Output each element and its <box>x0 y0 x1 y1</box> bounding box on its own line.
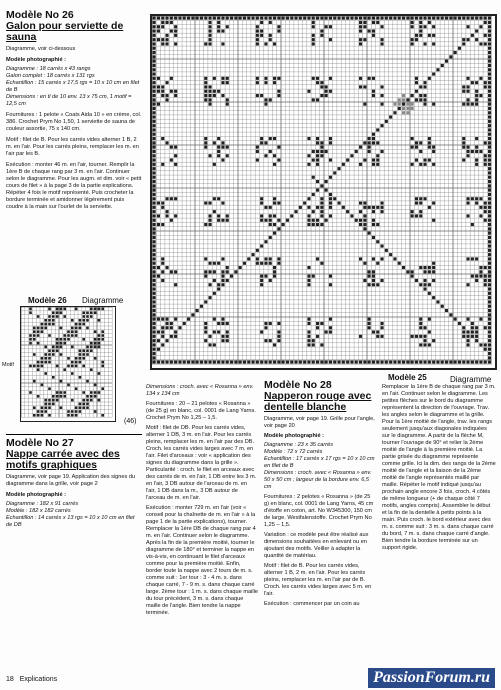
model-26-diagram-word: Diagramme <box>82 296 124 305</box>
model-28-modele: Modèle : 72 x 72 carrés <box>264 449 323 455</box>
model-27-block <box>6 432 142 529</box>
right-column <box>382 384 496 554</box>
model-28-diagramme: Diagramme : 23 x 35 carrés <box>264 442 334 448</box>
page-number: 18 <box>6 676 14 683</box>
section-name: Explications <box>19 676 58 683</box>
motif-marker: Motif <box>2 362 14 368</box>
model-28-variation: Variation : ce modèle peut être réalisé aux dimensions souhaitées en enlevant ou en ajoutant des motifs. Veiller à adapter la quantité de matériau. <box>264 532 369 559</box>
model-26-title: Modèle No 26 <box>6 9 74 21</box>
model-27-diagramme: Diagramme : 182 x 91 carrés <box>6 501 79 507</box>
middle-column <box>146 384 258 619</box>
model-25-grid <box>152 16 495 368</box>
model-28-dimensions: Dimensions : croch. avec « Rosanna » env. 50 x 50 cm ; largeur de la bordure env. 6,5 cm <box>264 470 372 490</box>
model-27-motif: Motif : filet de DB. Pour les carrés vides, alterner 1 DB, 3 m. en l'air. Pour les carrés pleins, remplacer les m. en l'air par des DB. Croch. les carrés vides larges avec 7 m. en l'air. Filet d'arceaux : voir « application des signes du diagramme dans la grille ». Particularité : croch. le filet en arceaux avec des carrés de m. en l'air, 1 DB entre les 3 m. en l'air, 3 DB autour de l'arceau de m. en l'air, 1 DB dans la m., 3 DB autour de l'arceau de m. en l'air. <box>146 425 257 501</box>
model-25-diagram <box>150 14 497 370</box>
model-27-fournitures: Fournitures : 20 – 21 pelotes « Rosanna » (de 25 g) en blanc, col. 0001 de Lang Yarns. Crochet Prym No 1,25 – 1,5. <box>146 401 256 421</box>
model-26-echantillon: Echantillon : 15 carrés x 17,5 rgs = 10 x 10 cm en filet de B <box>6 80 140 93</box>
model-25-title: Modèle 25 <box>388 373 427 382</box>
model-26-diagram <box>20 306 116 422</box>
model-27-execution: Exécution : monter 729 m. en l'air (voir « conseil pour la chaînette de m. en l'air » à la page 1 de la partie explications), tourner. Remplacer la 1ère DB de chaque rang par 4 m. en l'air. Continuer selon le diagramme. Après la fin de la première moitié, tourner le diagramme de 180° et terminer la nappe en vis-à-vis, en continuant le filet d'arceaux comme pour la première moitié. Enfin, border toute la nappe avec 2 tours de m. s. comme suit : 1er tour : 3 - 4 m. s. dans chaque carré, 7 - 9 m. s. dans chaque carré large. 2ème tour : 1 m. s. dans chaque maille du tour précédent, 3 m. s. dans chaque maille de l'angle. Bien tendre la nappe terminée. <box>146 505 258 616</box>
model-27-modele: Modèle : 182 x 182 carrés <box>6 508 71 514</box>
model-26-photo-label: Modèle photographié : <box>6 57 66 63</box>
model-26-diagram-ref: Diagramme, voir ci-dessous <box>6 46 76 52</box>
model-27-subtitle: Nappe carrée avec des motifs graphiques <box>6 448 120 471</box>
model-27-ref: Diagramme, voir page 19. Application des signes du diagramme dans la grille, voir page 2 <box>6 474 136 487</box>
model-27-dimensions: Dimensions : croch. avec « Rosanna » env. 134 x 134 cm <box>146 384 254 397</box>
model-28-block <box>264 380 376 610</box>
model-26-subtitle: Galon pour serviette de sauna <box>6 20 124 43</box>
model-26-dimensions: Dimensions : en tl de 10 env. 13 x 75 cm, 1 motif = 12,5 cm <box>6 94 132 107</box>
model-28-photo-label: Modèle photographié : <box>264 433 324 439</box>
model-27-title: Modèle No 27 <box>6 437 74 449</box>
model-28-motif: Motif : filet de B. Pour les carrés vides, alterner 1 B, 2 m. en l'air. Pour les carrés pleins, remplacer les m. en l'air par de B. Croch. les carrés vides larges avec 5 m. en l'air. <box>264 563 372 597</box>
model-26-galon: Galon complet : 18 carrés x 131 rgs <box>6 73 95 79</box>
watermark-logo: PassionForum.ru <box>368 668 495 688</box>
model-28-title: Modèle No 28 <box>264 379 332 391</box>
model-26-motif: Motif : filet de B. Pour les carrés vides alterner 1 B, 2 m. en l'air. Pour les carrés pleins, remplacer les m. en l'air par les B. <box>6 137 139 157</box>
model-28-echantillon: Echantillon : 17 carrés x 17 rgs = 10 x 10 cm en filet de B <box>264 456 375 469</box>
model-28-ref: Diagramme, voir page 19. Grille pour l'angle, voir page 20 <box>264 416 375 429</box>
model-28-execution-continued: Remplacer la 1ère B de chaque rang par 3 m. en l'air. Continuer selon le diagramme. Les petites flèches sur le bord du diagramme représentent la direction de l'ouvrage. Trav. les angles selon le diagramme et la grille. Pour la 1ère moitié de l'angle, trav. les rangs seulement jusqu'aux diagonales indiquées sur le diagramme. A partir de la flèche M, tourner l'ouvrage de 90° et relier la 2ème moitié de l'angle à la première moitié. La partie grisée du diagramme représente comme grille. Ici la dim. des rangs de la 2ème moitié de l'angle et la liaison de la 2ème moitié de l'angle représentés maillé par maille. Répéter le motif indiqué jusqu'au prochain angle encore 3 fois, croch. 4 côtés de même longueur (+ de chaque côté 7 motifs, angles compris). Assembler le début et la fin de la dentelle à petits points à la main. Puis croch. le bord extérieur avec des m. s. comme suit : 3 m. s. dans chaque carré du bord, 7 m. s. dans chaque carré d'angle. Bien tendre la bordure terminée sur un support rigide. <box>382 384 496 551</box>
model-26-fournitures: Fournitures : 1 pelote « Coats Aida 10 » en crème, col. 386. Crochet Prym No 1,50, 1 serviette de sauna de couleur assortie, 75 x 140 cm. <box>6 112 142 132</box>
model-27-echantillon: Echantillon : 14 carrés x 13 rgs = 10 x 10 cm en filet de DB <box>6 515 135 528</box>
model-28-fournitures: Fournitures : 2 pelotes « Rosanna » (de 25 g) en blanc, col. 0001 de Lang Yarns, 45 cm d'étoffe en coton, art. No W345300, 150 cm de large. Westfalenstoffe. Crochet Prym No 1,25 – 1,5. <box>264 494 374 528</box>
model-28-subtitle: Napperon rouge avec dentelle blanche <box>264 390 372 413</box>
count-marker: (46) <box>124 418 137 425</box>
model-26-diagramme: Diagramme : 18 carrés x 43 rangs <box>6 66 91 72</box>
left-column <box>6 10 142 213</box>
model-25-word: Diagramme <box>450 375 492 384</box>
model-27-photo-label: Modèle photographié : <box>6 492 66 498</box>
model-26-execution: Exécution : monter 46 m. en l'air, tourner. Remplir la 1ère B de chaque rang par 3 m. en l'air. Continuer selon le diagramme. Pour les augm. et dim. voir « petit cours de filet » à la page 3 de la partie explications. Répéter 4 fois le motif représenté. Puis crocheter la bordure terminée et amidonner légèrement puis coudre à la main sur l'ourlet de la serviette. <box>6 162 142 210</box>
page-footer <box>6 676 57 683</box>
model-28-execution-start: Exécution : commencer par un coin au <box>264 601 360 607</box>
model-26-diagram-title: Modèle 26 <box>28 296 67 305</box>
model-26-grid <box>21 307 114 420</box>
